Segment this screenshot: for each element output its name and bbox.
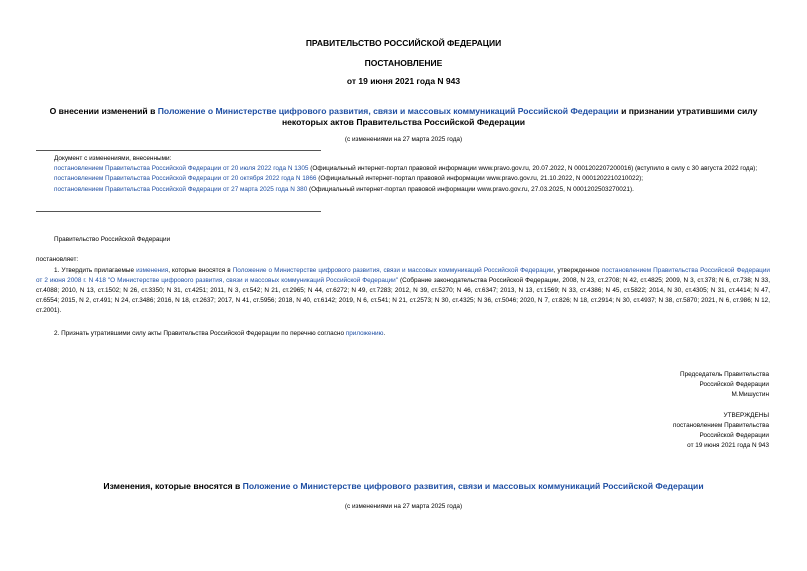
amendments-intro: Документ с изменениями, внесенными: bbox=[54, 155, 172, 162]
regulation-link[interactable]: Положение о Министерстве цифрового развития, связи и массовых коммуникаций Российской Федерации bbox=[232, 267, 554, 274]
signatory-org: Российской Федерации bbox=[699, 381, 769, 388]
changes-link[interactable]: изменения bbox=[136, 267, 169, 274]
signature-block bbox=[680, 370, 769, 400]
clause-1-text: 1. Утвердить прилагаемые bbox=[54, 267, 137, 274]
clause-1 bbox=[36, 266, 770, 316]
changes-title-regulation-link[interactable]: Положение о Министерстве цифрового развития, связи и массовых коммуникаций Российской Федерации bbox=[242, 481, 704, 491]
amendment-source: (Официальный интернет-портал правовой информации www.pravo.gov.ru, 21.10.2022, N 0001202210210022); bbox=[316, 175, 644, 183]
amendment-item bbox=[36, 174, 774, 184]
amendment-link-1305[interactable]: постановлением Правительства Российской Федерации от 20 июля 2022 года N 1305 bbox=[54, 165, 309, 173]
appendix-link[interactable]: приложению bbox=[345, 330, 384, 337]
document-title bbox=[40, 106, 767, 128]
amendment-source: (Официальный интернет-портал правовой информации www.pravo.gov.ru, 27.03.2025, N 0001202503270021). bbox=[307, 185, 634, 193]
amendment-source: (Официальный интернет-портал правовой информации www.pravo.gov.ru, 20.07.2022, N 0001202207200016) (вступило в силу с 30 августа 2022 года); bbox=[308, 165, 758, 173]
divider-bottom bbox=[36, 211, 321, 212]
clause-1-text: , которые вносятся в bbox=[168, 267, 233, 274]
changes-title bbox=[0, 481, 807, 491]
issuing-body: Правительство Российской Федерации bbox=[54, 236, 171, 243]
amendment-link-380[interactable]: постановлением Правительства Российской Федерации от 27 марта 2025 года N 380 bbox=[54, 185, 308, 193]
signatory-position: Председатель Правительства bbox=[680, 371, 769, 378]
document-type: ПОСТАНОВЛЕНИЕ bbox=[364, 58, 443, 68]
approval-line: постановлением Правительства bbox=[673, 422, 769, 429]
decree-418-link[interactable]: постановлением Правительства Российской Федерации от 2 июня 2008 г. N 418 "О Министерстве цифрового развития, связи и массовых коммуникаций Российской Федерации" bbox=[36, 267, 770, 284]
changes-edition-note: (с изменениями на 27 марта 2025 года) bbox=[344, 503, 463, 510]
document-date-number: от 19 июня 2021 года N 943 bbox=[346, 76, 461, 86]
clause-2 bbox=[54, 330, 385, 337]
clause-2-text: 2. Признать утратившими силу акты Правительства Российской Федерации по перечню согласно bbox=[54, 330, 346, 337]
changes-title-prefix: Изменения, которые вносятся в bbox=[103, 481, 243, 491]
approval-block bbox=[673, 411, 769, 451]
approval-heading: УТВЕРЖДЕНЫ bbox=[723, 412, 769, 419]
amendment-link-1866[interactable]: постановлением Правительства Российской Федерации от 20 октября 2022 года N 1866 bbox=[54, 175, 317, 183]
amendment-item bbox=[36, 164, 774, 174]
edition-note: (с изменениями на 27 марта 2025 года) bbox=[344, 136, 463, 143]
document-authority: ПРАВИТЕЛЬСТВО РОССИЙСКОЙ ФЕДЕРАЦИИ bbox=[305, 38, 502, 48]
decrees-label: постановляет: bbox=[36, 256, 79, 263]
title-regulation-link[interactable]: Положение о Министерстве цифрового развития, связи и массовых коммуникаций Российской Федерации bbox=[157, 106, 619, 116]
approval-date: от 19 июня 2021 года N 943 bbox=[687, 442, 769, 449]
amendment-item bbox=[36, 185, 774, 195]
clause-1-citations: (Собрание законодательства Российской Федерации, 2008, N 23, ст.2708; N 42, ст.4825; 2009, N 3, ст.378; N 6, ст.738; N 33, ст.4088; 2010, N 13, ст.1502; N 26, ст.3350; N 31, ст.4251; 2011, N 3, ст.542; N 21, ст.2965; N 44, ст.6272; N 49, ст.7283; 2012, N 39, ст.5270; N 46, ст.6347; 2013, N 13, ст.1569; N 33, ст.4386; N 45, ст.5822; 2014, N 30, ст.4305; N 31, ст.4414; N 47, ст.6554; 2015, N 2, ст.491; N 24, ст.3486; 2016, N 18, ст.2637; 2017, N 41, ст.5956; 2018, N 40, ст.6142; 2019, N 6, ст.541; N 21, ст.2573; N 30, ст.4325; N 36, ст.5046; 2020, N 7, ст.826; N 18, ст.2914; N 30, ст.4937; N 38, ст.5870; 2021, N 6, ст.986; N 12, ст.2001). bbox=[36, 277, 771, 314]
approval-line: Российской Федерации bbox=[699, 432, 769, 439]
title-prefix: О внесении изменений в bbox=[49, 106, 158, 116]
signatory-name: М.Мишустин bbox=[731, 391, 769, 398]
clause-2-end: . bbox=[383, 330, 386, 337]
clause-1-text: , утвержденное bbox=[553, 267, 602, 274]
divider-top bbox=[36, 150, 321, 151]
title-suffix: и признании утратившими силу некоторых актов Правительства Российской Федерации bbox=[281, 106, 758, 127]
amendments-block bbox=[36, 154, 774, 195]
